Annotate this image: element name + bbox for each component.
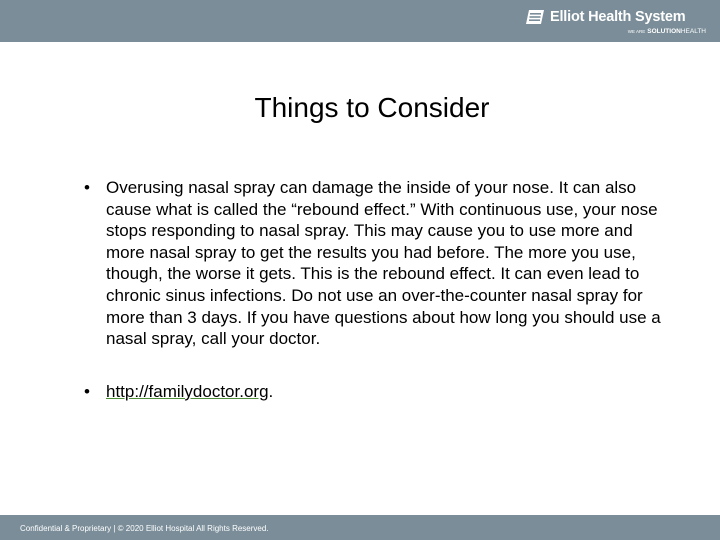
logo-name: Elliot Health System [550,9,686,25]
header-bar [0,0,720,42]
logo-tagline-solution: SOLUTION [647,28,681,35]
bullet-list [84,177,664,402]
bullet-item-link [84,381,664,403]
link-suffix: . [268,381,274,401]
logo-tagline [628,28,706,35]
bullet-item-nasal-spray [84,177,664,350]
slide-title: Things to Consider [254,92,490,123]
elliot-logo-mark-icon [526,10,544,24]
familydoctor-link[interactable]: http://familydoctor.org [106,381,269,401]
footer-bar [0,515,720,540]
logo-tagline-health: HEALTH [680,28,706,35]
logo-tagline-prefix: WE ARE [627,29,646,34]
bullet-text: Overusing nasal spray can damage the inside of your nose. It can also cause what is called the “rebound effect.” With continuous use, your nose stops responding to nasal spray. This may cause you to use more and more nasal spray to get the results you had before. The more you use, though, the worse it gets. This is the rebound effect. It can even lead to chronic sinus infections. Do not use an over-the-counter nasal spray for more than 3 days. If you have questions about how long you should use a nasal spray, call your doctor. [106,178,661,349]
footer-copyright: Confidential & Proprietary | © 2020 Elliot Hospital All Rights Reserved. [20,524,269,533]
elliot-health-system-logo [526,6,706,40]
